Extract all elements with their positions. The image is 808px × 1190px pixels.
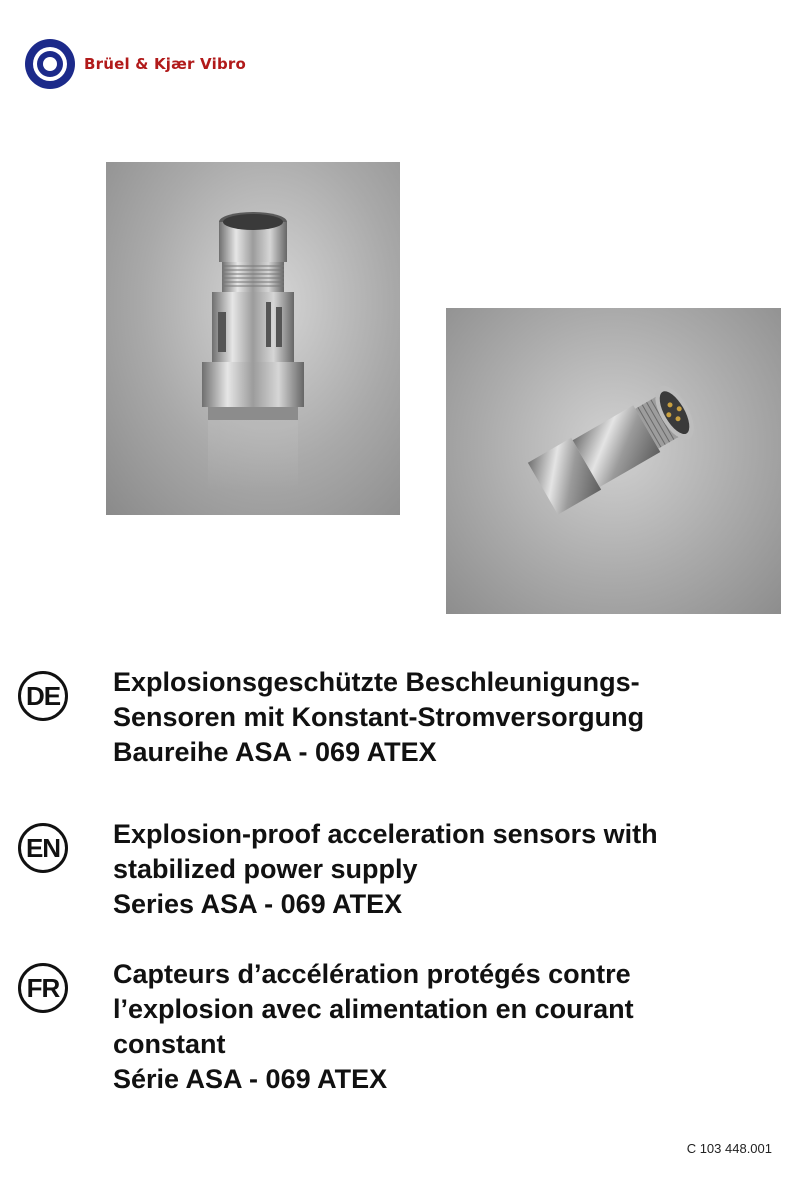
section-en-line: stabilized power supply [113, 854, 418, 884]
section-en-line: Explosion-proof acceleration sensors with [113, 819, 658, 849]
lang-badge-de: DE [18, 671, 68, 721]
section-en-line: Series ASA - 069 ATEX [113, 889, 403, 919]
section-en [18, 817, 658, 922]
brand-logo-icon [24, 38, 76, 90]
section-de-line: Baureihe ASA - 069 ATEX [113, 737, 437, 767]
sensor-upright-illustration [106, 162, 400, 515]
section-fr-line: l’explosion avec alimentation en courant [113, 994, 634, 1024]
section-de-line: Sensoren mit Konstant-Stromversorgung [113, 702, 645, 732]
lang-badge-en: EN [18, 823, 68, 873]
section-fr-text [113, 957, 634, 1097]
section-en-text [113, 817, 658, 922]
lang-badge-fr: FR [18, 963, 68, 1013]
product-photo-upright [106, 162, 400, 515]
section-fr-line: Capteurs d’accélération protégés contre [113, 959, 631, 989]
sensor-connector-illustration [446, 308, 781, 614]
section-fr-line: constant [113, 1029, 226, 1059]
document-code: C 103 448.001 [686, 1141, 772, 1156]
section-fr-line: Série ASA - 069 ATEX [113, 1064, 388, 1094]
section-de-line: Explosionsgeschützte Beschleunigungs- [113, 667, 640, 697]
section-fr [18, 957, 634, 1097]
brand-logo [24, 38, 246, 90]
section-de-text [113, 665, 644, 770]
brand-name: Brüel & Kjær Vibro [84, 55, 246, 73]
product-photo-connector [446, 308, 781, 614]
section-de [18, 665, 644, 770]
